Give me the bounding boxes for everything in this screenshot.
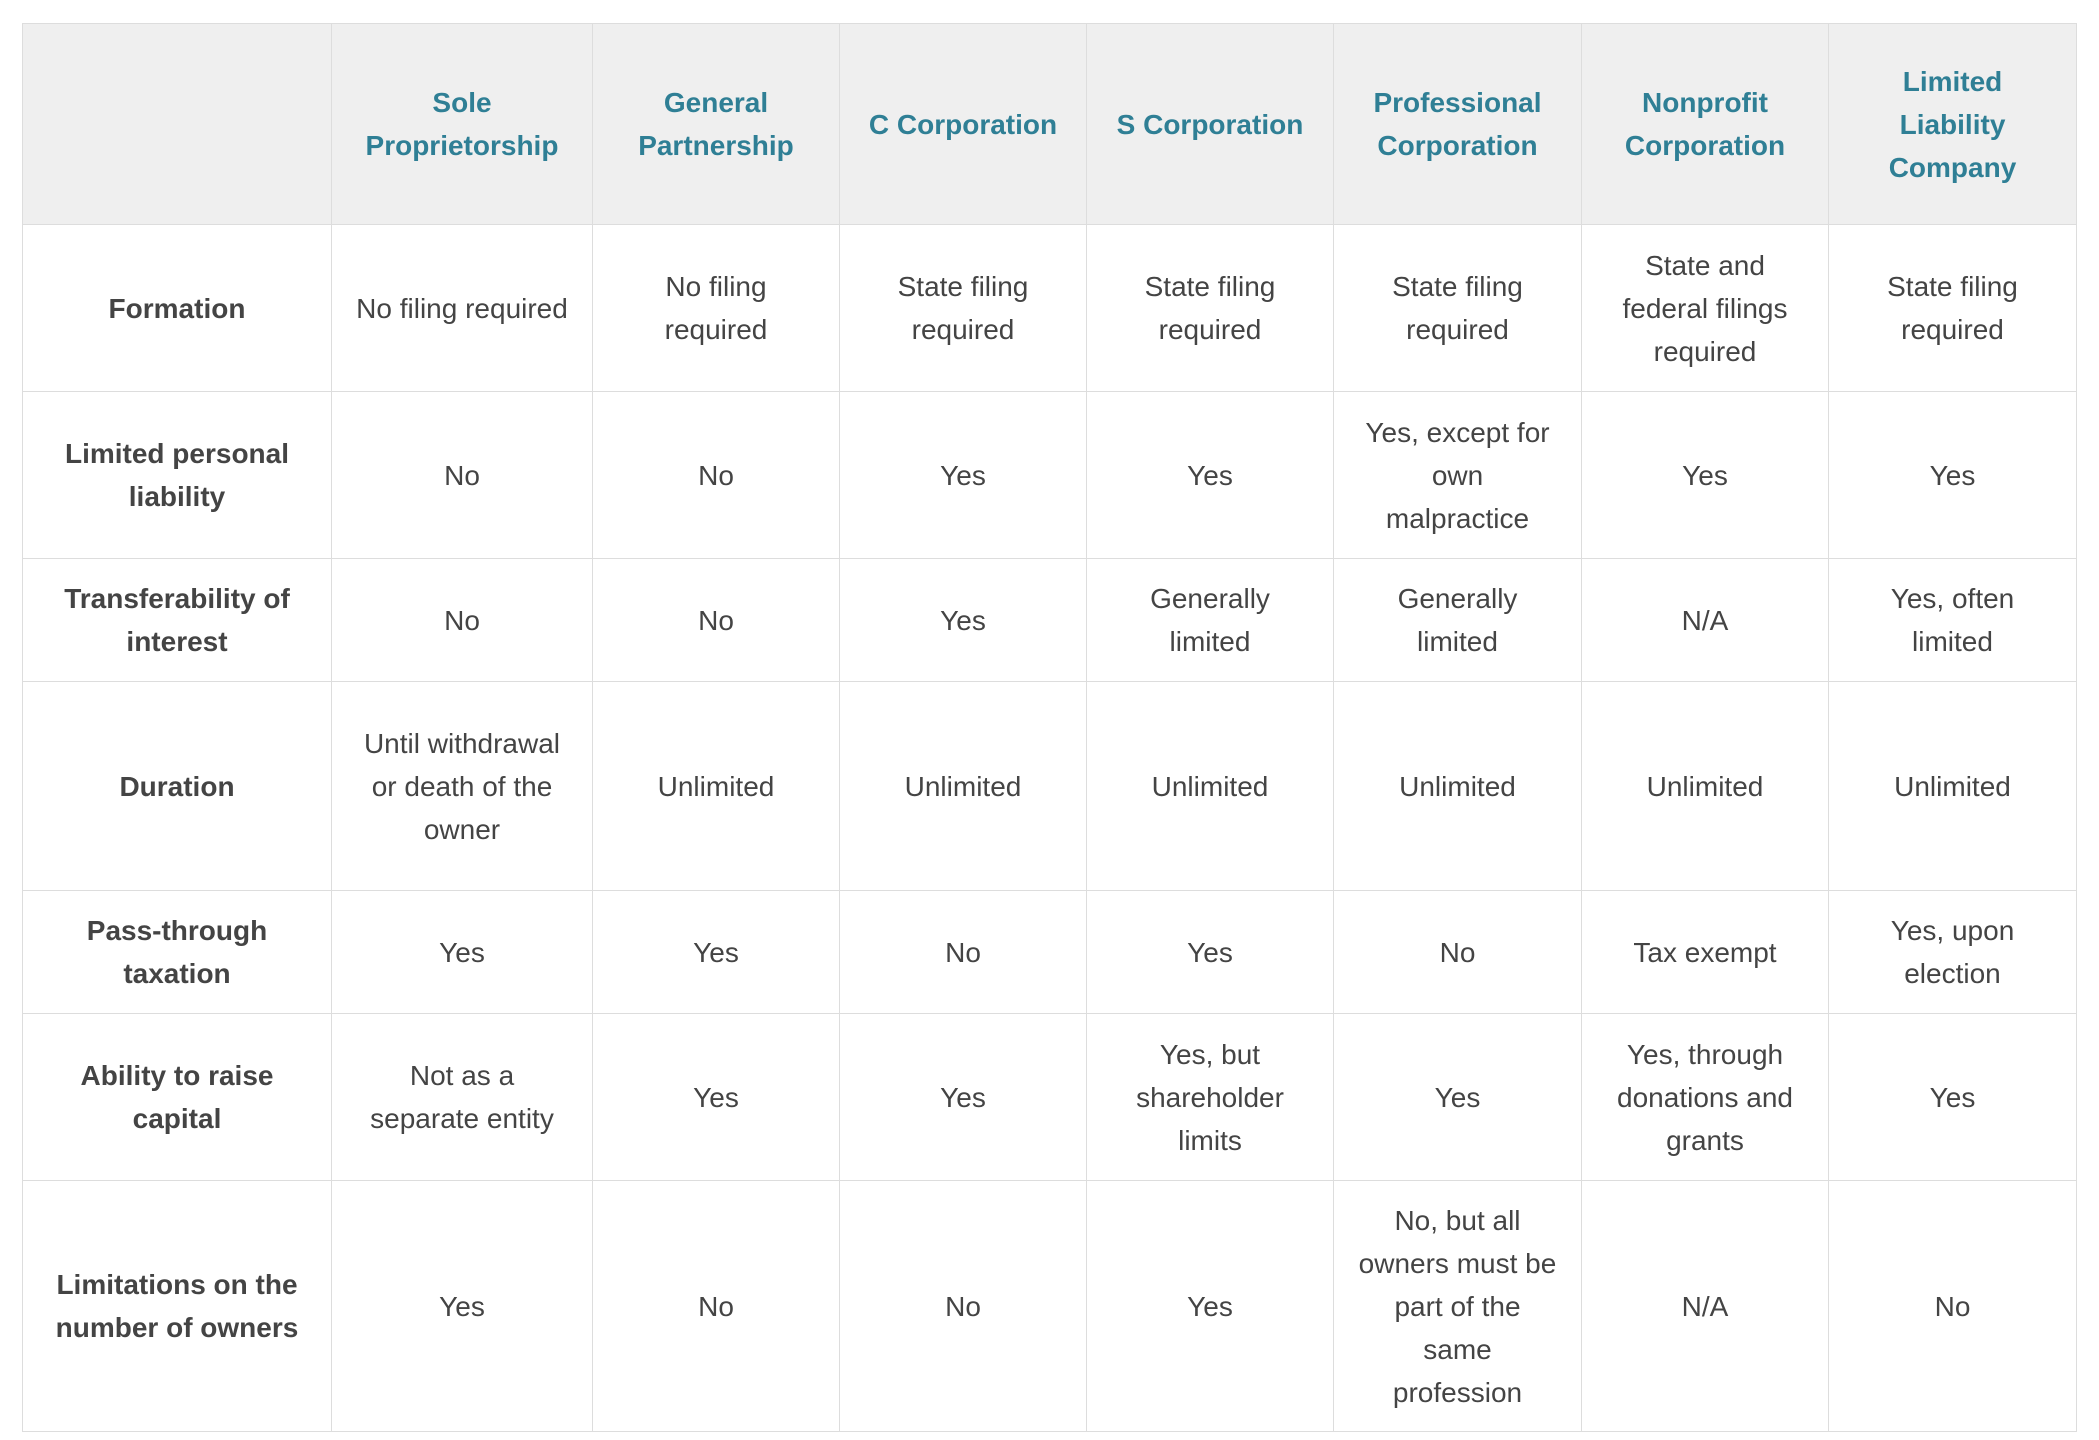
- column-header-c-corporation: C Corporation: [840, 24, 1087, 225]
- column-header-sole-proprietorship: Sole Proprietorship: [332, 24, 593, 225]
- table-cell: No, but all owners must be part of the same profession: [1334, 1181, 1582, 1432]
- row-header: Limitations on the number of owners: [23, 1181, 332, 1432]
- table-cell: Yes: [593, 891, 840, 1014]
- table-cell: Yes: [1334, 1014, 1582, 1181]
- column-header-limited-liability-company: Limited Liability Company: [1829, 24, 2077, 225]
- table-cell: Unlimited: [1334, 682, 1582, 891]
- table-cell: Yes: [593, 1014, 840, 1181]
- table-cell: Yes: [840, 559, 1087, 682]
- row-header: Pass-through taxation: [23, 891, 332, 1014]
- column-header-professional-corporation: Professional Corporation: [1334, 24, 1582, 225]
- table-cell: N/A: [1582, 1181, 1829, 1432]
- table-cell: No: [840, 1181, 1087, 1432]
- table-cell: Until withdrawal or death of the owner: [332, 682, 593, 891]
- comparison-table-container: [22, 23, 2076, 1432]
- table-cell: Yes: [332, 1181, 593, 1432]
- table-cell: No: [593, 1181, 840, 1432]
- table-cell: No: [1334, 891, 1582, 1014]
- table-cell: Unlimited: [593, 682, 840, 891]
- table-cell: State and federal filings required: [1582, 225, 1829, 392]
- table-cell: Yes: [840, 392, 1087, 559]
- table-cell: No: [1829, 1181, 2077, 1432]
- table-cell: Unlimited: [1087, 682, 1334, 891]
- table-cell: No filing required: [593, 225, 840, 392]
- table-cell: Not as a separate entity: [332, 1014, 593, 1181]
- table-row-limited-personal-liability: [23, 392, 2077, 559]
- table-cell: Yes: [1829, 1014, 2077, 1181]
- table-cell: No: [593, 392, 840, 559]
- table-row-formation: [23, 225, 2077, 392]
- table-cell: No: [332, 392, 593, 559]
- table-cell: Yes: [332, 891, 593, 1014]
- table-row-duration: [23, 682, 2077, 891]
- table-cell: State filing required: [1829, 225, 2077, 392]
- table-cell: Generally limited: [1087, 559, 1334, 682]
- table-row-transferability-of-interest: [23, 559, 2077, 682]
- table-cell: N/A: [1582, 559, 1829, 682]
- business-entity-comparison-table: [22, 23, 2077, 1432]
- corner-cell: [23, 24, 332, 225]
- table-cell: Unlimited: [840, 682, 1087, 891]
- table-row-limitations-on-number-of-owners: [23, 1181, 2077, 1432]
- table-cell: Yes, through donations and grants: [1582, 1014, 1829, 1181]
- table-cell: Unlimited: [1829, 682, 2077, 891]
- table-cell: Yes: [840, 1014, 1087, 1181]
- table-cell: Tax exempt: [1582, 891, 1829, 1014]
- table-cell: Yes: [1087, 891, 1334, 1014]
- table-cell: Yes: [1087, 392, 1334, 559]
- row-header: Limited personal liability: [23, 392, 332, 559]
- table-cell: No: [840, 891, 1087, 1014]
- table-cell: State filing required: [1334, 225, 1582, 392]
- row-header: Transferability of interest: [23, 559, 332, 682]
- row-header: Formation: [23, 225, 332, 392]
- table-cell: Yes, often limited: [1829, 559, 2077, 682]
- table-cell: Generally limited: [1334, 559, 1582, 682]
- table-cell: Yes: [1582, 392, 1829, 559]
- table-row-ability-to-raise-capital: [23, 1014, 2077, 1181]
- table-cell: Yes: [1087, 1181, 1334, 1432]
- row-header: Ability to raise capital: [23, 1014, 332, 1181]
- table-cell: Yes: [1829, 392, 2077, 559]
- table-cell: State filing required: [840, 225, 1087, 392]
- table-cell: State filing required: [1087, 225, 1334, 392]
- column-header-nonprofit-corporation: Nonprofit Corporation: [1582, 24, 1829, 225]
- table-cell: Yes, upon election: [1829, 891, 2077, 1014]
- table-cell: No: [332, 559, 593, 682]
- header-row: [23, 24, 2077, 225]
- table-row-pass-through-taxation: [23, 891, 2077, 1014]
- row-header: Duration: [23, 682, 332, 891]
- column-header-s-corporation: S Corporation: [1087, 24, 1334, 225]
- table-cell: No: [593, 559, 840, 682]
- column-header-general-partnership: General Partnership: [593, 24, 840, 225]
- table-cell: Unlimited: [1582, 682, 1829, 891]
- table-cell: No filing required: [332, 225, 593, 392]
- table-cell: Yes, except for own malpractice: [1334, 392, 1582, 559]
- table-cell: Yes, but shareholder limits: [1087, 1014, 1334, 1181]
